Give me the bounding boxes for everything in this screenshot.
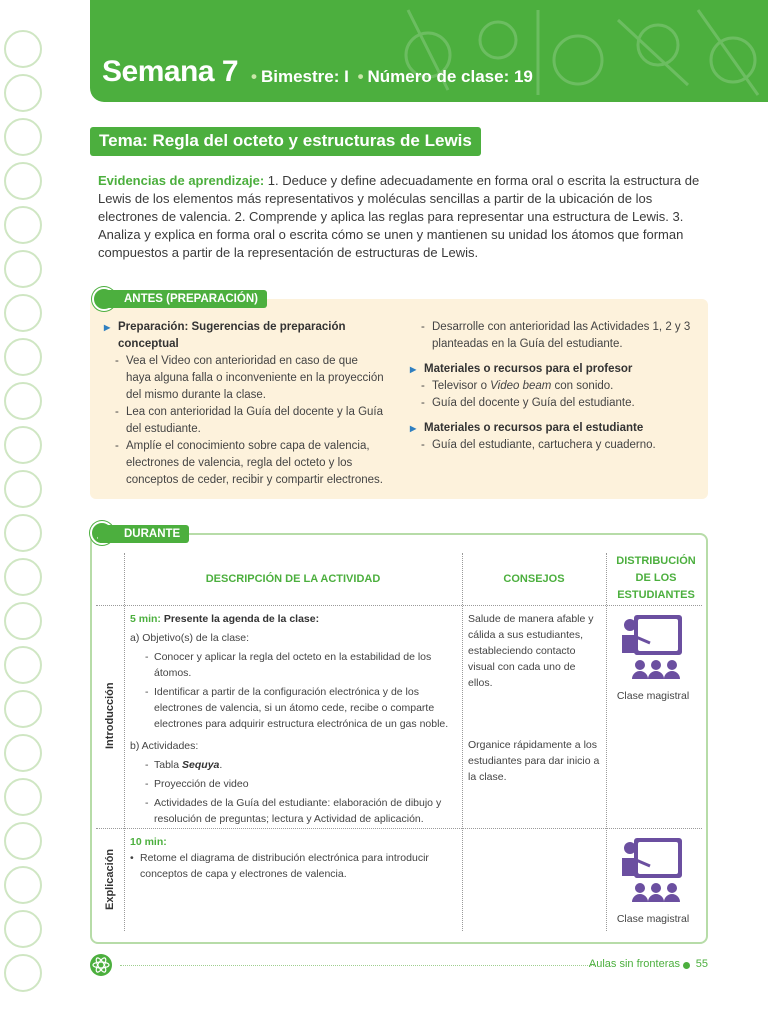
intro-tip-1: Salude de manera afable y cálida a sus estudiantes, estableciendo contacto visual con cada uno de ellos. (468, 613, 594, 689)
row-divider (96, 828, 702, 829)
decorative-science-icon (4, 778, 42, 816)
decorative-science-icon (4, 690, 42, 728)
classroom-lecture-icon (620, 613, 684, 690)
dist-header-line: DE LOS (635, 572, 677, 584)
explanation-description (130, 834, 430, 882)
intro-tip-2: Organice rápidamente a los estudiantes para dar inicio a la clase. (468, 739, 600, 783)
classroom-lecture-icon (620, 836, 684, 913)
decorative-science-icon (4, 646, 42, 684)
decorative-science-icon (4, 250, 42, 288)
intro-description (130, 611, 458, 827)
objectives-label: a) Objetivo(s) de la clase: (130, 632, 250, 644)
row-divider (96, 605, 702, 606)
prep-title: ▶ Preparación: Sugerencias de preparación conceptual (104, 319, 384, 353)
antes-section (90, 293, 708, 499)
decorative-science-icon (4, 910, 42, 948)
decorative-science-icon (4, 162, 42, 200)
prep-column (104, 319, 384, 489)
explanation-time: 10 min: (130, 836, 167, 848)
decorative-science-icon (4, 118, 42, 156)
atom-logo-icon (90, 954, 112, 976)
decorative-science-icon (4, 74, 42, 112)
week-title: Semana 7 (102, 55, 239, 88)
durante-label: DURANTE (98, 525, 189, 543)
decorative-science-icon (4, 382, 42, 420)
decorative-science-icon (4, 954, 42, 992)
page-footer (90, 954, 708, 976)
distribution-caption: Clase magistral (616, 690, 690, 702)
decorative-science-icon (4, 734, 42, 772)
objective-item: - Identificar a partir de la configuración electrónica y de los electrones de valencia, si un átomo cede, recibe o comparte electrones para adquirir estructura electrónica de un gas noble. (130, 684, 458, 732)
explanation-item: • Retome el diagrama de distribución electrónica para introducir conceptos de capa y electrones de valencia. (130, 850, 430, 882)
prep-item: - Vea el Video con anterioridad en caso de que haya alguna falla o inconveniente en la proyección del mismo durante la clase. (104, 353, 384, 404)
activities-label: b) Actividades: (130, 740, 199, 752)
decorative-science-icon (4, 514, 42, 552)
class-number-label: Número de clase: 19 (367, 67, 533, 86)
decorative-science-icon (4, 30, 42, 68)
decorative-science-icon (4, 294, 42, 332)
student-materials-title: ▶ Materiales o recursos para el estudiante (410, 420, 700, 437)
objective-item: - Conocer y aplicar la regla del octeto en la estabilidad de los átomos. (130, 649, 458, 681)
dist-header-line: ESTUDIANTES (617, 589, 695, 601)
prep-item: - Amplíe el conocimiento sobre capa de valencia, electrones de valencia, regla del octeto y los conceptos de ceder, recibir y compartir electrones. (104, 438, 384, 489)
footer-dot (683, 962, 690, 969)
teacher-material-item: - Televisor o Video beam con sonido. (410, 378, 700, 395)
footer-brand: Aulas sin fronteras (588, 958, 680, 970)
column-header-tips: CONSEJOS (503, 573, 565, 585)
decorative-science-icon (4, 338, 42, 376)
footer-divider (120, 965, 596, 966)
decorative-science-icon (4, 426, 42, 464)
materials-column (410, 319, 700, 454)
prep-item: - Desarrolle con anterioridad las Actividades 1, 2 y 3 planteadas en la Guía del estudiante. (410, 319, 700, 353)
teacher-material-item: - Guía del docente y Guía del estudiante. (410, 395, 700, 412)
activity-item: - Tabla Sequya. (130, 757, 458, 773)
intro-time: 5 min: (130, 613, 161, 625)
decorative-science-icon (4, 470, 42, 508)
student-material-item: - Guía del estudiante, cartuchera y cuaderno. (410, 437, 700, 454)
learning-evidence-label: Evidencias de aprendizaje: (98, 173, 265, 188)
column-header-description: DESCRIPCIÓN DE LA ACTIVIDAD (205, 573, 381, 585)
distribution-caption: Clase magistral (616, 913, 690, 925)
column-divider (606, 553, 607, 931)
column-divider (462, 553, 463, 931)
column-header-distribution (608, 553, 704, 604)
page-header (90, 0, 768, 102)
decorative-science-icon (4, 206, 42, 244)
column-divider (124, 553, 125, 931)
learning-evidence-text: 1. Deduce y define adecuadamente en forma oral o escrita la estructura de Lewis de los elementos más representativos y moléculas sencillas a partir de la ubicación de los electrones de valencia. 2. Comprende y aplica las reglas para representar una estructura de Lewis. 3. Analiza y explica en forma oral o escrita cómo se unen y mantienen su unidad los átomos que forman compuestos a partir de la representación de estructuras de Lewis. (98, 173, 700, 260)
decorative-science-icon (4, 558, 42, 596)
activity-item-emphasis: Sequya (182, 759, 220, 771)
activity-item: - Proyección de video (130, 776, 458, 792)
antes-label: ANTES (PREPARACIÓN) (98, 290, 267, 308)
prep-item: - Lea con anterioridad la Guía del docente y la Guía del estudiante. (104, 404, 384, 438)
page-number: 55 (695, 958, 708, 970)
durante-section (90, 528, 708, 944)
activity-item-prefix: Tabla (154, 759, 183, 771)
intro-title: Presente la agenda de la clase: (163, 613, 320, 625)
decorative-science-icon (4, 866, 42, 904)
decorative-science-icon (4, 602, 42, 640)
bimestre-label: Bimestre: I (260, 67, 349, 86)
decorative-science-icon (4, 822, 42, 860)
topic-title: Tema: Regla del octeto y estructuras de Lewis (90, 127, 481, 156)
row-label-introduccion: Introducción (104, 682, 116, 749)
decorative-icon-column (0, 0, 56, 1024)
activity-item: - Actividades de la Guía del estudiante: elaboración de dibujo y resolución de preguntas; lectura y Actividad de aplicación. (130, 795, 458, 827)
header-subtitle: • Bimestre: I • Número de clase: 19 (251, 67, 533, 86)
row-label-explicacion: Explicación (104, 848, 116, 910)
dist-header-line: DISTRIBUCIÓN (616, 555, 696, 567)
learning-evidence (98, 172, 710, 262)
teacher-materials-title: ▶ Materiales o recursos para el profesor (410, 361, 700, 378)
